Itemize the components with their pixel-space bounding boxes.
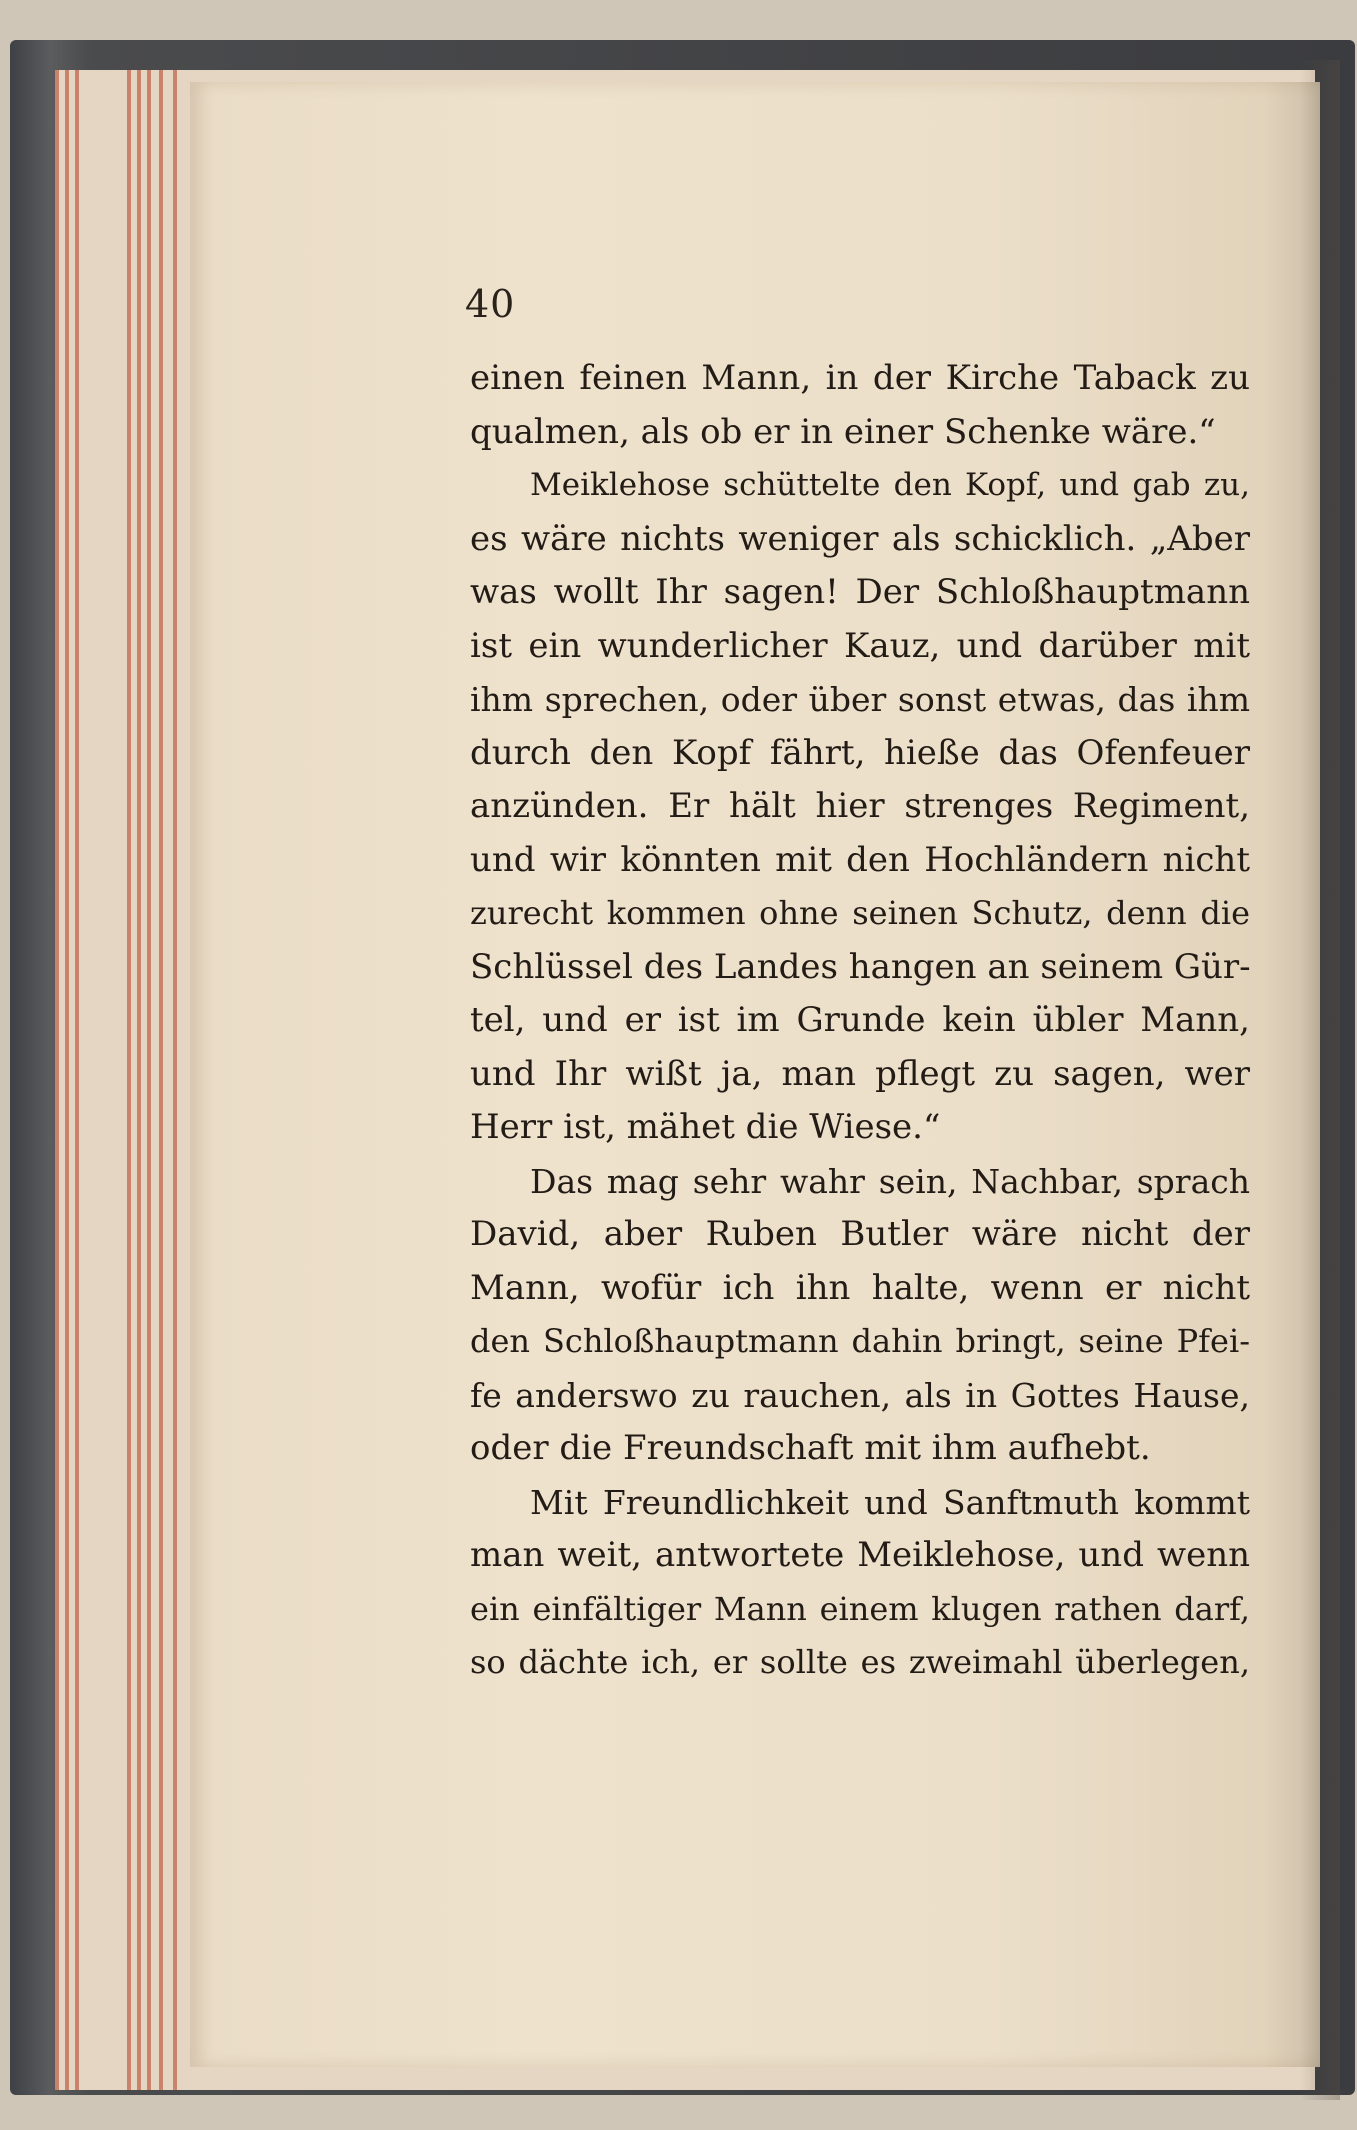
text-line: und Ihr wißt ja, man pflegt zu sagen, wer bbox=[470, 1053, 1250, 1094]
text-line: Mit Freundlichkeit und Sanftmuth kommt bbox=[530, 1482, 1250, 1522]
page-edge-trim bbox=[127, 70, 131, 2090]
text-line: einen feinen Mann, in der Kirche Taback zu bbox=[470, 358, 1250, 398]
text-line: ist ein wunderlicher Kauz, und darüber mit bbox=[470, 625, 1250, 666]
text-line: David, aber Ruben Butler wäre nicht der bbox=[470, 1214, 1250, 1254]
text-line: man weit, antwortete Meiklehose, und wenn bbox=[470, 1535, 1250, 1575]
text-line: was wollt Ihr sagen! Der Schloßhauptmann bbox=[470, 572, 1250, 612]
text-line: und wir könnten mit den Hochländern nicht bbox=[470, 839, 1250, 880]
text-line: ihm sprechen, oder über sonst etwas, das ihm bbox=[470, 680, 1250, 719]
text-line: Meiklehose schüttelte den Kopf, und gab zu, bbox=[530, 467, 1250, 503]
text-line: Das mag sehr wahr sein, Nachbar, sprach bbox=[530, 1161, 1250, 1201]
text-line: den Schloßhauptmann dahin bringt, seine Pfei- bbox=[470, 1322, 1250, 1360]
text-line: durch den Kopf fährt, hieße das Ofenfeuer bbox=[470, 732, 1250, 773]
text-line: tel, und er ist im Grunde kein übler Mann, bbox=[470, 1000, 1250, 1040]
page-edge-trim bbox=[137, 70, 141, 2090]
text-line: ein einfältiger Mann einem klugen rathen darf, bbox=[470, 1589, 1250, 1628]
page-edge-trim bbox=[173, 70, 177, 2090]
page-edge-trim bbox=[75, 70, 79, 2090]
text-line: qualmen, als ob er in einer Schenke wäre.“ bbox=[470, 411, 1216, 452]
text-line: Schlüssel des Landes hangen an seinem Gür- bbox=[470, 946, 1251, 987]
page-edge-trim bbox=[147, 70, 151, 2090]
page-edge-trim bbox=[65, 70, 69, 2090]
text-line: es wäre nichts weniger als schicklich. „Aber bbox=[470, 518, 1250, 559]
text-line: fe anderswo zu rauchen, als in Gottes Hause, bbox=[470, 1375, 1250, 1415]
text-line: so dächte ich, er sollte es zweimahl überlegen, bbox=[470, 1643, 1250, 1681]
text-line: anzünden. Er hält hier strenges Regiment, bbox=[470, 786, 1250, 826]
spine-shadow bbox=[1300, 60, 1340, 2100]
text-line: zurecht kommen ohne seinen Schutz, denn die bbox=[470, 894, 1250, 932]
page-edge-trim bbox=[159, 70, 163, 2090]
page-number: 40 bbox=[465, 282, 516, 326]
page-edge-trim bbox=[55, 70, 59, 2090]
text-line: Herr ist, mähet die Wiese.“ bbox=[470, 1107, 941, 1147]
text-line: oder die Freundschaft mit ihm aufhebt. bbox=[470, 1428, 1151, 1468]
text-line: Mann, wofür ich ihn halte, wenn er nicht bbox=[470, 1267, 1250, 1308]
page-text bbox=[470, 352, 1250, 1690]
